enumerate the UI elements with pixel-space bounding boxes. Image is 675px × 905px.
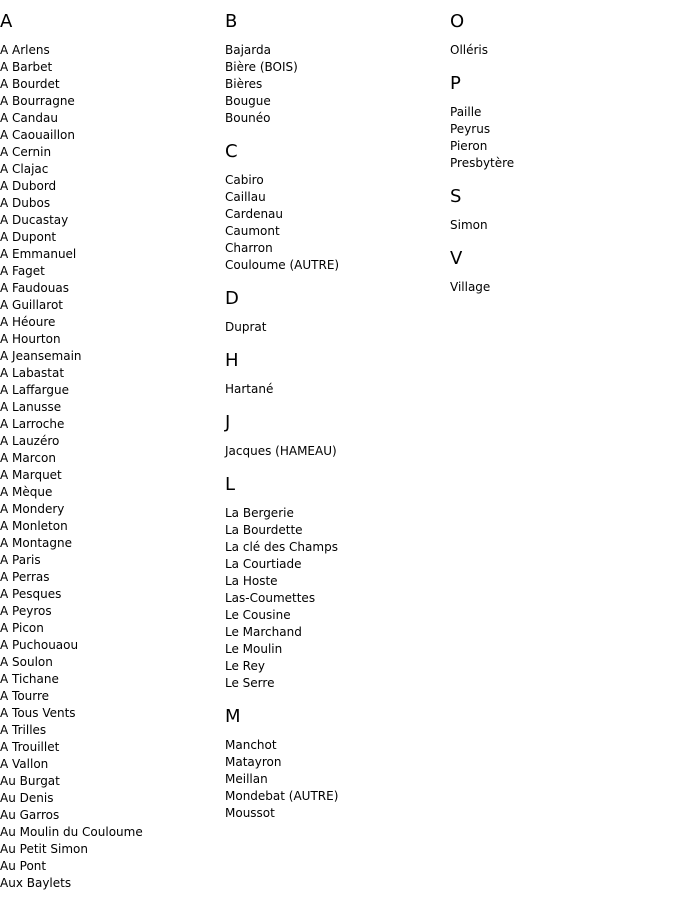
list-item[interactable]: A Larroche <box>0 417 65 431</box>
entry-list <box>225 172 445 274</box>
entry-list <box>225 505 445 692</box>
list-item[interactable]: A Hourton <box>0 332 61 346</box>
list-item[interactable]: Moussot <box>225 806 275 820</box>
list-item[interactable]: A Soulon <box>0 655 53 669</box>
list-item[interactable]: A Arlens <box>0 43 50 57</box>
list-item[interactable]: A Paris <box>0 553 41 567</box>
list-item[interactable]: A Marquet <box>0 468 62 482</box>
section-v <box>450 247 670 296</box>
list-item[interactable]: Bougue <box>225 94 271 108</box>
section-letter: D <box>225 288 239 309</box>
list-item[interactable]: A Faudouas <box>0 281 69 295</box>
list-item[interactable]: A Mèque <box>0 485 53 499</box>
list-item[interactable]: A Dubos <box>0 196 51 210</box>
list-item[interactable]: A Lanusse <box>0 400 62 414</box>
section-letter: A <box>0 11 13 32</box>
list-item[interactable]: Meillan <box>225 772 268 786</box>
list-item[interactable]: Le Cousine <box>225 608 291 622</box>
list-item[interactable]: Village <box>450 280 491 294</box>
list-item[interactable]: Jacques (HAMEAU) <box>225 444 337 458</box>
list-item[interactable]: A Héoure <box>0 315 56 329</box>
list-item[interactable]: A Guillarot <box>0 298 63 312</box>
section-letter: V <box>450 248 463 269</box>
list-item[interactable]: Paille <box>450 105 482 119</box>
list-item[interactable]: A Clajac <box>0 162 49 176</box>
entry-list <box>0 42 220 892</box>
entry-list <box>225 319 445 336</box>
list-item[interactable]: Le Rey <box>225 659 265 673</box>
entry-list <box>450 104 670 172</box>
section-m <box>225 705 445 822</box>
list-item[interactable]: Le Marchand <box>225 625 302 639</box>
list-item[interactable]: Olléris <box>450 43 489 57</box>
list-item[interactable]: Aux Baylets <box>0 876 72 890</box>
entry-list <box>450 217 670 234</box>
section-p <box>450 72 670 172</box>
list-item[interactable]: Las-Coumettes <box>225 591 316 605</box>
section-letter: P <box>450 73 461 94</box>
section-letter: H <box>225 350 239 371</box>
section-d <box>225 287 445 336</box>
list-item[interactable]: A Peyros <box>0 604 52 618</box>
column-3 <box>450 10 670 309</box>
list-item[interactable]: Charron <box>225 241 273 255</box>
section-h <box>225 349 445 398</box>
list-item[interactable]: A Jeansemain <box>0 349 82 363</box>
list-item[interactable]: A Faget <box>0 264 45 278</box>
list-item[interactable]: A Barbet <box>0 60 53 74</box>
list-item[interactable]: A Trilles <box>0 723 47 737</box>
list-item[interactable]: Cabiro <box>225 173 264 187</box>
section-l <box>225 473 445 692</box>
list-item[interactable]: A Tourre <box>0 689 50 703</box>
list-item[interactable]: A Pesques <box>0 587 62 601</box>
list-item[interactable]: A Bourdet <box>0 77 60 91</box>
entry-list <box>450 279 670 296</box>
list-item[interactable]: A Puchouaou <box>0 638 79 652</box>
list-item[interactable]: A Ducastay <box>0 213 69 227</box>
list-item[interactable]: A Dupont <box>0 230 57 244</box>
section-c <box>225 140 445 274</box>
section-j <box>225 411 445 460</box>
list-item[interactable]: Caillau <box>225 190 266 204</box>
list-item[interactable]: Au Denis <box>0 791 54 805</box>
list-item[interactable]: Caumont <box>225 224 280 238</box>
list-item[interactable]: Duprat <box>225 320 267 334</box>
list-item[interactable]: La Bergerie <box>225 506 294 520</box>
list-item[interactable]: Bounéo <box>225 111 271 125</box>
list-item[interactable]: Bières <box>225 77 263 91</box>
list-item[interactable]: A Laffargue <box>0 383 70 397</box>
list-item[interactable]: A Mondery <box>0 502 65 516</box>
section-letter: C <box>225 141 238 162</box>
list-item[interactable]: Bière (BOIS) <box>225 60 298 74</box>
list-item[interactable]: La clé des Champs <box>225 540 338 554</box>
list-item[interactable]: A Tichane <box>0 672 59 686</box>
list-item[interactable]: A Trouillet <box>0 740 60 754</box>
list-item[interactable]: A Monleton <box>0 519 68 533</box>
list-item[interactable]: A Marcon <box>0 451 56 465</box>
list-item[interactable]: Bajarda <box>225 43 271 57</box>
section-letter: J <box>225 412 231 433</box>
list-item[interactable]: A Cernin <box>0 145 52 159</box>
list-item[interactable]: Le Moulin <box>225 642 283 656</box>
list-item[interactable]: Mondebat (AUTRE) <box>225 789 339 803</box>
list-item[interactable]: A Tous Vents <box>0 706 76 720</box>
list-item[interactable]: A Caouaillon <box>0 128 76 142</box>
entry-list <box>225 42 445 127</box>
list-item[interactable]: A Lauzéro <box>0 434 60 448</box>
section-o <box>450 10 670 59</box>
list-item[interactable]: A Candau <box>0 111 58 125</box>
list-item[interactable]: Cardenau <box>225 207 284 221</box>
list-item[interactable]: A Perras <box>0 570 50 584</box>
section-a <box>0 10 220 892</box>
list-item[interactable]: Pieron <box>450 139 488 153</box>
list-item[interactable]: Au Burgat <box>0 774 60 788</box>
list-item[interactable]: Couloume (AUTRE) <box>225 258 340 272</box>
list-item[interactable]: Au Garros <box>0 808 60 822</box>
list-item[interactable]: La Courtiade <box>225 557 302 571</box>
list-item[interactable]: A Labastat <box>0 366 65 380</box>
list-item[interactable]: Peyrus <box>450 122 491 136</box>
entry-list <box>450 42 670 59</box>
list-item[interactable]: Presbytère <box>450 156 515 170</box>
section-b <box>225 10 445 127</box>
section-letter: S <box>450 186 462 207</box>
list-item[interactable]: La Hoste <box>225 574 278 588</box>
list-item[interactable]: Au Pont <box>0 859 47 873</box>
list-item[interactable]: La Bourdette <box>225 523 303 537</box>
list-item[interactable]: A Emmanuel <box>0 247 77 261</box>
section-letter: O <box>450 11 465 32</box>
list-item[interactable]: Le Serre <box>225 676 275 690</box>
list-item[interactable]: Matayron <box>225 755 282 769</box>
list-item[interactable]: Au Moulin du Couloume <box>0 825 143 839</box>
list-item[interactable]: Simon <box>450 218 488 232</box>
section-s <box>450 185 670 234</box>
column-1 <box>0 10 220 905</box>
list-item[interactable]: Manchot <box>225 738 277 752</box>
list-item[interactable]: Au Petit Simon <box>0 842 88 856</box>
section-letter: L <box>225 474 236 495</box>
list-item[interactable]: Hartané <box>225 382 274 396</box>
list-item[interactable]: A Dubord <box>0 179 57 193</box>
list-item[interactable]: A Picon <box>0 621 44 635</box>
list-item[interactable]: A Vallon <box>0 757 49 771</box>
list-item[interactable]: A Montagne <box>0 536 72 550</box>
entry-list <box>225 737 445 822</box>
entry-list <box>225 443 445 460</box>
section-letter: M <box>225 706 241 727</box>
entry-list <box>225 381 445 398</box>
list-item[interactable]: A Bourragne <box>0 94 75 108</box>
section-letter: B <box>225 11 238 32</box>
column-2 <box>225 10 445 835</box>
